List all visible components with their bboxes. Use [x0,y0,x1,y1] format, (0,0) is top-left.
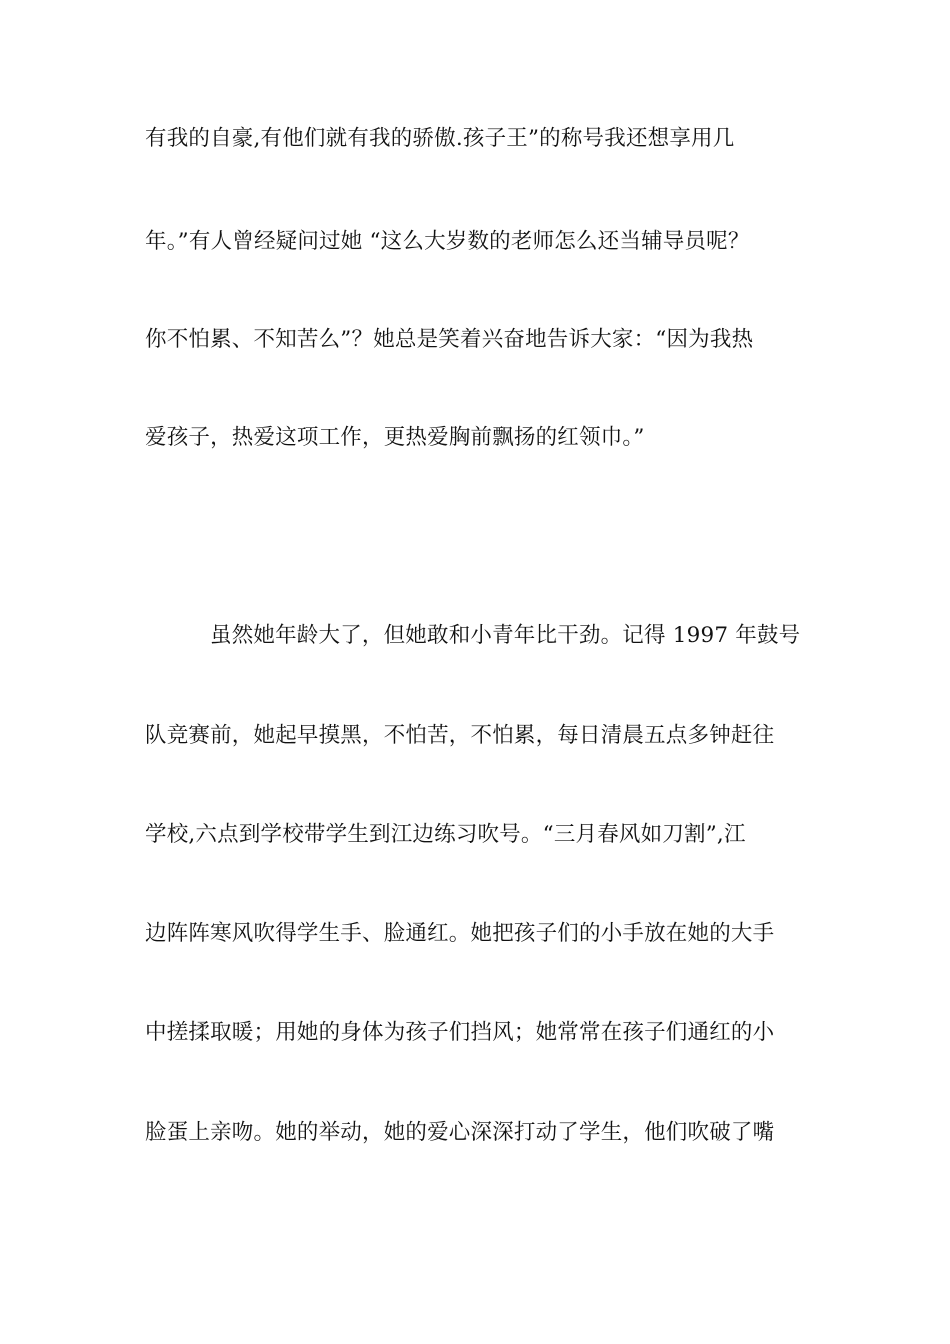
paragraph-2-line-6: 脸蛋上亲吻。她的举动，她的爱心深深打动了学生，他们吹破了嘴 [145,1120,775,1145]
paragraph-1-line-3: 你不怕累、不知苦么”？她总是笑着兴奋地告诉大家：“因为我热 [145,327,754,352]
paragraph-2-line-1: 虽然她年龄大了，但她敢和小青年比干劲。记得 1997 年鼓号 [210,623,801,648]
paragraph-2-line-2: 队竞赛前，她起早摸黑，不怕苦，不怕累，每日清晨五点多钟赶往 [145,723,775,748]
paragraph-2-line-5: 中搓揉取暖；用她的身体为孩子们挡风；她常常在孩子们通红的小 [145,1020,775,1045]
paragraph-2-line-4: 边阵阵寒风吹得学生手、脸通红。她把孩子们的小手放在她的大手 [145,921,775,946]
paragraph-1-line-2: 年。”有人曾经疑问过她 “这么大岁数的老师怎么还当辅导员呢？ [145,229,750,254]
paragraph-1-line-1: 有我的自豪,有他们就有我的骄傲.孩子王”的称号我还想享用几 [145,126,735,151]
paragraph-2-line-3: 学校,六点到学校带学生到江边练习吹号。“三月春风如刀割”,江 [145,822,746,847]
paragraph-1-line-4: 爱孩子，热爱这项工作，更热爱胸前飘扬的红领巾。” [145,425,645,450]
